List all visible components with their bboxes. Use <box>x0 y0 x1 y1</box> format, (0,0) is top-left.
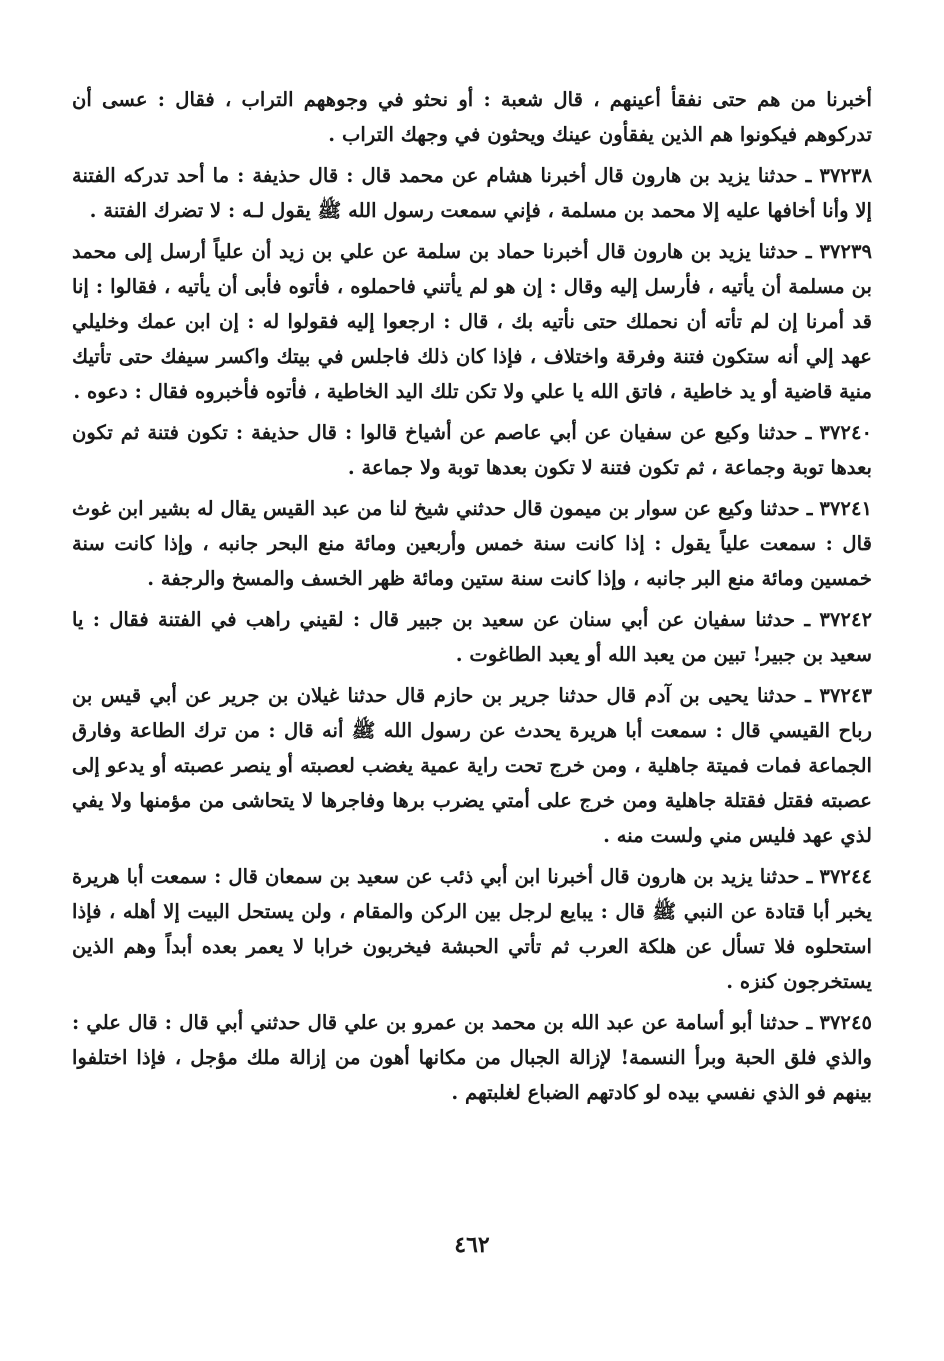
page-number: ٤٦٢ <box>454 1232 490 1258</box>
paragraph-text: أخبرنا من هم حتى نفقأ أعينهم ، قال شعبة : أو نحثو في وجوههم التراب ، فقال : عسى أن تدركوهم فيكونوا هم الذين يفقأون عينك ويحثون في وجهك التراب . <box>72 88 872 146</box>
paragraph-continuation <box>72 82 872 152</box>
hadith-37239 <box>72 234 872 409</box>
paragraph-text: ـ حدثنا يزيد بن هارون قال أخبرنا هشام عن محمد قال : قال حذيفة : ما أحد تدركه الفتنة إلا وأنا أخافها عليه إلا محمد بن مسلمة ، فإني سمعت رسول الله ﷺ يقول لـه : لا تضرك الفتنة . <box>72 164 872 222</box>
hadith-number: ٣٧٢٤٢ <box>819 608 872 631</box>
hadith-number: ٣٧٢٤٠ <box>819 421 872 444</box>
paragraph-text: ـ حدثنا سفيان عن أبي سنان عن سعيد بن جبير قال : لقيني راهب في الفتنة فقال : يا سعيد بن جبير! تبين من يعبد الله أو يعبد الطاغوت . <box>72 608 872 666</box>
paragraph-text: ـ حدثنا وكيع عن سفيان عن أبي عاصم عن أشياخ قالوا : قال حذيفة : تكون فتنة ثم تكون بعدها توبة وجماعة ، ثم تكون فتنة لا تكون بعدها توبة ولا جماعة . <box>72 421 872 479</box>
hadith-number: ٣٧٢٤٣ <box>819 684 872 707</box>
hadith-37245 <box>72 1005 872 1110</box>
hadith-37242 <box>72 602 872 672</box>
hadith-number: ٣٧٢٤٥ <box>819 1011 872 1034</box>
hadith-number: ٣٧٢٣٩ <box>819 240 872 263</box>
hadith-number: ٣٧٢٣٨ <box>819 164 872 187</box>
hadith-37238 <box>72 158 872 228</box>
paragraph-text: ـ حدثنا وكيع عن سوار بن ميمون قال حدثني شيخ لنا من عبد القيس يقال له بشير ابن غوث قال : سمعت علياً يقول : إذا كانت سنة خمس وأربعين ومائة منع البحر جانبه ، وإذا كانت سنة خمسين ومائة منع البر جانبه ، وإذا كانت سنة ستين ومائة ظهر الخسف والمسخ والرجفة . <box>72 497 872 590</box>
page-body <box>72 82 872 1116</box>
hadith-37240 <box>72 415 872 485</box>
hadith-number: ٣٧٢٤١ <box>819 497 872 520</box>
hadith-number: ٣٧٢٤٤ <box>819 865 872 888</box>
paragraph-text: ـ حدثنا يحيى بن آدم قال حدثنا جرير بن حازم قال حدثنا غيلان بن جرير عن أبي قيس بن رباح القيسي قال : سمعت أبا هريرة يحدث عن رسول الله ﷺ أنه قال : من ترك الطاعة وفارق الجماعة فمات فميتة جاهلية ، ومن خرج تحت راية عمية يغضب لعصبته أو ينصر عصبته أو يدعو إلى عصبته فقتل فقتلة جاهلية ومن خرج على أمتي يضرب برها وفاجرها لا يتحاشى من مؤمنها ولا يفي لذي عهد فليس مني ولست منه . <box>72 684 872 847</box>
paragraph-text: ـ حدثنا يزيد بن هارون قال أخبرنا ابن أبي ذئب عن سعيد بن سمعان قال : سمعت أبا هريرة يخبر أبا قتادة عن النبي ﷺ قال : يبايع لرجل بين الركن والمقام ، ولن يستحل البيت إلا أهله ، فإذا استحلوه فلا تسأل عن هلكة العرب ثم تأتي الحبشة فيخربون خرابا لا يعمر بعده أبداً وهم الذين يستخرجون كنزه . <box>72 865 872 993</box>
hadith-37241 <box>72 491 872 596</box>
hadith-37243 <box>72 678 872 853</box>
paragraph-text: ـ حدثنا أبو أسامة عن عبد الله بن محمد بن عمرو بن علي قال حدثني أبي قال : قال علي : والذي فلق الحبة وبرأ النسمة! لإزالة الجبال من مكانها أهون من إزالة ملك مؤجل ، فإذا اختلفوا بينهم فو الذي نفسي بيده لو كادتهم الضباع لغلبتهم . <box>72 1011 872 1104</box>
paragraph-text: ـ حدثنا يزيد بن هارون قال أخبرنا حماد بن سلمة عن علي بن زيد أن علياً أرسل إلى محمد بن مسلمة أن يأتيه ، فأرسل إليه وقال : إن هو لم يأتني فاحملوه ، فأتوه فأبى أن يأتيه ، فقالوا : إنا قد أمرنا إن لم تأته أن نحملك حتى نأتيه بك ، قال : ارجعوا إليه فقولوا له : إن ابن عمك وخليلي عهد إلي أنه ستكون فتنة وفرقة واختلاف ، فإذا كان ذلك فاجلس في بيتك واكسر سيفك حتى تأتيك منية قاضية أو يد خاطية ، فاتق الله يا علي ولا تكن تلك اليد الخاطية ، فأتوه فأخبروه فقال : دعوه . <box>72 240 872 403</box>
hadith-37244 <box>72 859 872 999</box>
